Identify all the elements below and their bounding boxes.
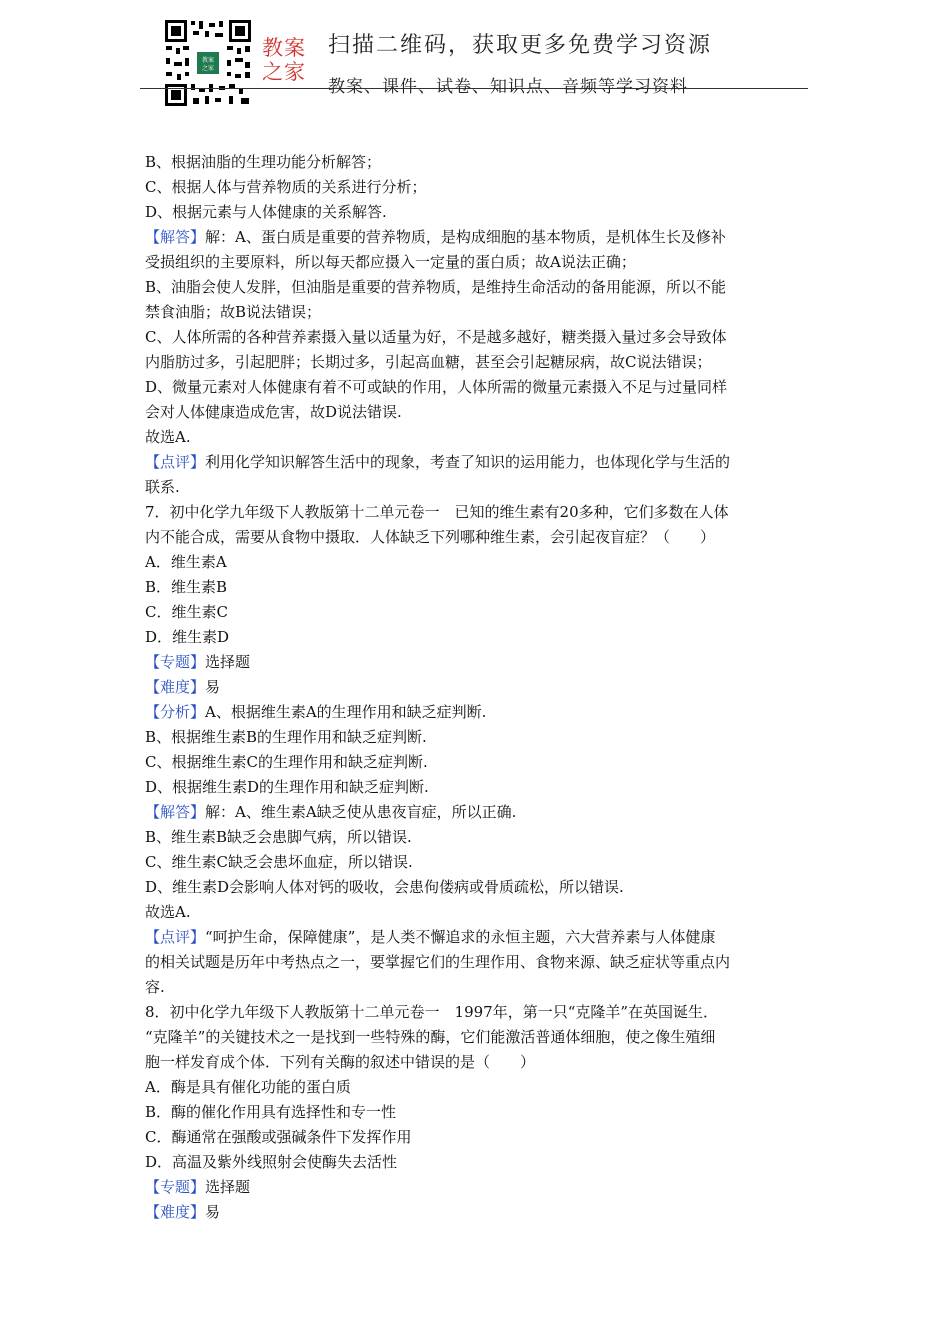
text-line <box>145 1175 807 1200</box>
header-tagline: 教案、课件、试卷、知识点、音频等学习资料 <box>328 77 688 97</box>
text-line <box>145 950 807 975</box>
text-line <box>145 475 807 500</box>
line-text: B、维生素B缺乏会患脚气病，所以错误. <box>145 828 412 846</box>
section-tag: 【解答】 <box>145 228 206 246</box>
text-line <box>145 800 807 825</box>
text-line <box>145 1025 807 1050</box>
line-text: 易 <box>205 678 221 696</box>
line-text: D．高温及紫外线照射会使酶失去活性 <box>145 1153 398 1171</box>
text-line <box>145 925 807 950</box>
line-text: 选择题 <box>205 653 251 671</box>
text-line <box>145 400 807 425</box>
text-line <box>145 375 807 400</box>
line-text: 内不能合成，需要从食物中摄取．人体缺乏下列哪种维生素，会引起夜盲症？（ ） <box>145 528 716 546</box>
line-text: 会对人体健康造成危害，故D说法错误. <box>145 403 402 421</box>
text-line <box>145 500 807 525</box>
section-tag: 【解答】 <box>145 803 206 821</box>
qr-logo-text-1: 教案 <box>201 57 215 64</box>
line-text: 容. <box>145 978 165 996</box>
text-line <box>145 300 807 325</box>
brand-logo <box>262 36 306 84</box>
page-header <box>0 0 950 120</box>
text-line <box>145 775 807 800</box>
text-line <box>145 900 807 925</box>
text-line <box>145 200 807 225</box>
line-text: A．维生素A <box>145 553 227 571</box>
text-line <box>145 650 807 675</box>
line-text: 易 <box>205 1203 221 1221</box>
line-text: 联系. <box>145 478 180 496</box>
text-line <box>145 1000 807 1025</box>
line-text: C．酶通常在强酸或强碱条件下发挥作用 <box>145 1128 412 1146</box>
section-tag: 【分析】 <box>145 703 206 721</box>
line-text: 利用化学知识解答生活中的现象，考查了知识的运用能力，也体现化学与生活的 <box>205 453 731 471</box>
line-text: A、根据维生素A的生理作用和缺乏症判断. <box>205 703 487 721</box>
text-line <box>145 825 807 850</box>
text-line <box>145 725 807 750</box>
line-text: D．维生素D <box>145 628 230 646</box>
line-text: B、油脂会使人发胖，但油脂是重要的营养物质，是维持生命活动的备用能源，所以不能 <box>145 278 727 296</box>
header-slogan: 扫描二维码，获取更多免费学习资源 <box>328 33 713 58</box>
section-tag: 【点评】 <box>145 453 206 471</box>
line-text: 7．初中化学九年级下人教版第十二单元卷一 已知的维生素有20多种，它们多数在人体 <box>145 503 729 521</box>
line-text: C、根据维生素C的生理作用和缺乏症判断. <box>145 753 428 771</box>
qr-logo-text-2: 之家 <box>201 65 215 72</box>
line-text: B．酶的催化作用具有选择性和专一性 <box>145 1103 397 1121</box>
text-line <box>145 350 807 375</box>
text-line <box>145 450 807 475</box>
text-line <box>145 750 807 775</box>
text-line <box>145 550 807 575</box>
text-line <box>145 525 807 550</box>
line-text: 解：A、维生素A缺乏使从患夜盲症，所以正确. <box>205 803 517 821</box>
section-tag: 【点评】 <box>145 928 206 946</box>
text-line <box>145 1100 807 1125</box>
text-line <box>145 250 807 275</box>
text-line <box>145 875 807 900</box>
line-text: B、根据维生素B的生理作用和缺乏症判断. <box>145 728 427 746</box>
line-text: 选择题 <box>205 1178 251 1196</box>
section-tag: 【专题】 <box>145 653 206 671</box>
document-body <box>145 150 807 1225</box>
line-text: B．维生素B <box>145 578 228 596</box>
line-text: “呵护生命，保障健康”，是人类不懈追求的永恒主题，六大营养素与人体健康 <box>205 928 716 946</box>
section-tag: 【难度】 <box>145 678 206 696</box>
line-text: 故选A. <box>145 903 191 921</box>
line-text: D、维生素D会影响人体对钙的吸收，会患佝偻病或骨质疏松，所以错误. <box>145 878 624 896</box>
text-line <box>145 625 807 650</box>
line-text: C、根据人体与营养物质的关系进行分析； <box>145 178 427 196</box>
text-line <box>145 1075 807 1100</box>
line-text: 胞一样发育成个体．下列有关酶的叙述中错误的是（ ） <box>145 1053 536 1071</box>
text-line <box>145 675 807 700</box>
text-line <box>145 175 807 200</box>
line-text: 8．初中化学九年级下人教版第十二单元卷一 1997年，第一只“克隆羊”在英国诞生． <box>145 1003 719 1021</box>
text-line <box>145 850 807 875</box>
line-text: 的相关试题是历年中考热点之一，要掌握它们的生理作用、食物来源、缺乏症状等重点内 <box>145 953 731 971</box>
text-line <box>145 1125 807 1150</box>
brand-line-2: 之家 <box>262 60 306 84</box>
text-line <box>145 1050 807 1075</box>
line-text: 内脂肪过多，引起肥胖；长期过多，引起高血糖，甚至会引起糖尿病，故C说法错误； <box>145 353 712 371</box>
text-line <box>145 325 807 350</box>
text-line <box>145 275 807 300</box>
brand-line-1: 教案 <box>262 36 306 60</box>
line-text: B、根据油脂的生理功能分析解答； <box>145 153 382 171</box>
line-text: D、微量元素对人体健康有着不可或缺的作用，人体所需的微量元素摄入不足与过量同样 <box>145 378 728 396</box>
text-line <box>145 425 807 450</box>
line-text: C、维生素C缺乏会患坏血症，所以错误. <box>145 853 413 871</box>
text-line <box>145 1150 807 1175</box>
text-line <box>145 150 807 175</box>
line-text: A．酶是具有催化功能的蛋白质 <box>145 1078 351 1096</box>
line-text: 解：A、蛋白质是重要的营养物质，是构成细胞的基本物质，是机体生长及修补 <box>205 228 726 246</box>
text-line <box>145 1200 807 1225</box>
section-tag: 【专题】 <box>145 1178 206 1196</box>
section-tag: 【难度】 <box>145 1203 206 1221</box>
qr-code <box>163 18 253 108</box>
text-line <box>145 225 807 250</box>
line-text: C、人体所需的各种营养素摄入量以适量为好，不是越多越好，糖类摄入量过多会导致体 <box>145 328 727 346</box>
line-text: “克隆羊”的关键技术之一是找到一些特殊的酶，它们能激活普通体细胞，使之像生殖细 <box>145 1028 716 1046</box>
text-line <box>145 975 807 1000</box>
line-text: 禁食油脂；故B说法错误； <box>145 303 322 321</box>
text-line <box>145 600 807 625</box>
line-text: C．维生素C <box>145 603 228 621</box>
text-line <box>145 700 807 725</box>
line-text: 故选A. <box>145 428 191 446</box>
line-text: D、根据维生素D的生理作用和缺乏症判断. <box>145 778 429 796</box>
line-text: D、根据元素与人体健康的关系解答. <box>145 203 387 221</box>
text-line <box>145 575 807 600</box>
line-text: 受损组织的主要原料，所以每天都应摄入一定量的蛋白质；故A说法正确； <box>145 253 636 271</box>
